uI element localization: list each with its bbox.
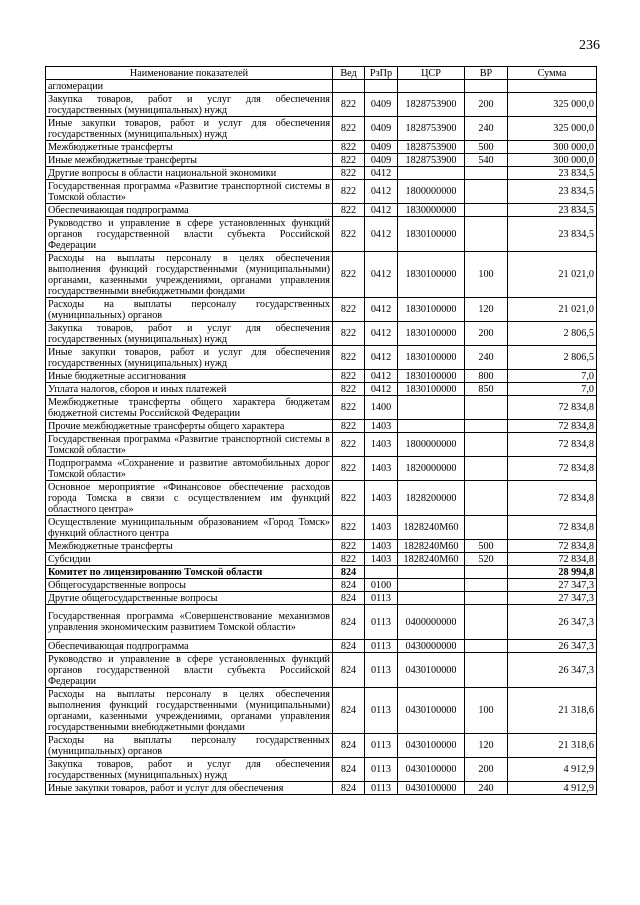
table-row [46,396,597,420]
row-sum-cell: 28 994,8 [508,566,597,579]
row-sum-cell: 72 834,8 [508,540,597,553]
row-vr-cell: 100 [465,252,508,298]
row-name-cell: Межбюджетные трансферты [46,141,333,154]
row-sum-cell: 4 912,9 [508,782,597,795]
table-row [46,322,597,346]
row-ved-cell [333,80,365,93]
row-csr-cell: 1828753900 [398,117,465,141]
row-rzpr-cell: 0412 [365,370,398,383]
table-row [46,80,597,93]
row-sum-cell: 72 834,8 [508,420,597,433]
row-csr-cell: 1828240М60 [398,553,465,566]
row-rzpr-cell: 0412 [365,217,398,252]
row-name-cell: Межбюджетные трансферты общего характера бюджетам бюджетной системы Российской Федерации [46,396,333,420]
row-rzpr-cell: 0113 [365,758,398,782]
row-rzpr-cell: 1403 [365,540,398,553]
row-rzpr-cell: 1403 [365,457,398,481]
row-csr-cell: 0430100000 [398,653,465,688]
row-name-cell: Государственная программа «Развитие транспортной системы в Томской области» [46,180,333,204]
row-ved-cell: 822 [333,93,365,117]
table-row [46,93,597,117]
table-row [46,553,597,566]
table-row [46,433,597,457]
row-csr-cell [398,396,465,420]
row-rzpr-cell: 0409 [365,154,398,167]
table-row [46,653,597,688]
table-row [46,758,597,782]
row-sum-cell: 72 834,8 [508,396,597,420]
row-rzpr-cell: 0412 [365,298,398,322]
table-row [46,117,597,141]
row-rzpr-cell: 0113 [365,734,398,758]
row-ved-cell: 822 [333,457,365,481]
row-vr-cell: 500 [465,141,508,154]
row-ved-cell: 822 [333,383,365,396]
row-rzpr-cell: 0100 [365,579,398,592]
table-row [46,540,597,553]
row-name-cell: Государственная программа «Совершенствование механизмов управления экономическим развитием Томской области» [46,605,333,640]
row-sum-cell: 23 834,5 [508,204,597,217]
row-sum-cell: 72 834,8 [508,457,597,481]
row-ved-cell: 822 [333,540,365,553]
table-row [46,420,597,433]
column-header-rzpr: РзПр [365,67,398,80]
row-sum-cell: 26 347,3 [508,653,597,688]
row-csr-cell: 1828200000 [398,481,465,516]
table-row [46,481,597,516]
row-vr-cell [465,180,508,204]
row-vr-cell [465,640,508,653]
row-ved-cell: 822 [333,217,365,252]
row-rzpr-cell: 0412 [365,322,398,346]
row-sum-cell: 4 912,9 [508,758,597,782]
row-vr-cell [465,167,508,180]
row-sum-cell: 325 000,0 [508,117,597,141]
row-vr-cell [465,516,508,540]
row-vr-cell [465,204,508,217]
table-row [46,141,597,154]
row-name-cell: Иные закупки товаров, работ и услуг для обеспечения государственных (муниципальных) нужд [46,117,333,141]
row-rzpr-cell: 0409 [365,141,398,154]
row-vr-cell [465,217,508,252]
row-vr-cell: 120 [465,298,508,322]
table-row [46,782,597,795]
row-vr-cell: 200 [465,758,508,782]
row-name-cell: Закупка товаров, работ и услуг для обеспечения государственных (муниципальных) нужд [46,758,333,782]
row-vr-cell: 800 [465,370,508,383]
row-rzpr-cell: 1403 [365,553,398,566]
row-csr-cell [398,420,465,433]
row-sum-cell: 27 347,3 [508,592,597,605]
row-ved-cell: 822 [333,553,365,566]
row-vr-cell [465,579,508,592]
row-name-cell: Иные закупки товаров, работ и услуг для обеспечения [46,782,333,795]
row-sum-cell: 23 834,5 [508,217,597,252]
row-csr-cell: 1830100000 [398,346,465,370]
row-sum-cell: 26 347,3 [508,640,597,653]
table-row [46,605,597,640]
row-name-cell: Руководство и управление в сфере установленных функций органов государственной власти субъекта Российской Федерации [46,217,333,252]
row-ved-cell: 822 [333,252,365,298]
row-sum-cell: 23 834,5 [508,180,597,204]
row-rzpr-cell: 1403 [365,481,398,516]
table-row [46,457,597,481]
row-csr-cell: 1800000000 [398,433,465,457]
row-rzpr-cell: 0113 [365,688,398,734]
row-vr-cell [465,80,508,93]
row-rzpr-cell: 0113 [365,592,398,605]
row-csr-cell: 1828753900 [398,93,465,117]
row-name-cell: Обеспечивающая подпрограмма [46,640,333,653]
table-row [46,516,597,540]
row-vr-cell: 100 [465,688,508,734]
row-ved-cell: 822 [333,346,365,370]
row-sum-cell: 325 000,0 [508,93,597,117]
row-csr-cell: 0430100000 [398,782,465,795]
row-rzpr-cell: 0113 [365,640,398,653]
row-sum-cell: 23 834,5 [508,167,597,180]
table-row [46,204,597,217]
row-ved-cell: 824 [333,782,365,795]
row-csr-cell: 0430100000 [398,688,465,734]
row-csr-cell: 1828240М60 [398,516,465,540]
row-ved-cell: 822 [333,180,365,204]
table-header-row [46,67,597,80]
row-sum-cell: 72 834,8 [508,481,597,516]
row-name-cell: Иные межбюджетные трансферты [46,154,333,167]
row-ved-cell: 822 [333,370,365,383]
table-row [46,154,597,167]
table-row [46,370,597,383]
row-vr-cell [465,433,508,457]
row-rzpr-cell: 0412 [365,167,398,180]
row-csr-cell: 1830100000 [398,322,465,346]
row-vr-cell: 120 [465,734,508,758]
row-ved-cell: 824 [333,734,365,758]
row-vr-cell: 500 [465,540,508,553]
row-name-cell: агломерации [46,80,333,93]
column-header-sum: Сумма [508,67,597,80]
row-sum-cell: 7,0 [508,383,597,396]
row-csr-cell: 1820000000 [398,457,465,481]
row-name-cell: Закупка товаров, работ и услуг для обеспечения государственных (муниципальных) нужд [46,322,333,346]
row-name-cell: Субсидии [46,553,333,566]
table-row [46,688,597,734]
row-name-cell: Уплата налогов, сборов и иных платежей [46,383,333,396]
row-csr-cell: 1830100000 [398,252,465,298]
row-name-cell: Подпрограмма «Сохранение и развитие автомобильных дорог Томской области» [46,457,333,481]
row-ved-cell: 822 [333,481,365,516]
table-row [46,579,597,592]
row-ved-cell: 822 [333,420,365,433]
row-name-cell: Расходы на выплаты персоналу в целях обеспечения выполнения функций государственными (муниципальными) органами, казенными учреждениями, органами управления государственными внебюджетными фондами [46,688,333,734]
column-header-name: Наименование показателей [46,67,333,80]
row-rzpr-cell: 0412 [365,204,398,217]
table-row [46,217,597,252]
row-ved-cell: 824 [333,758,365,782]
row-rzpr-cell: 1400 [365,396,398,420]
column-header-vr: ВР [465,67,508,80]
row-ved-cell: 822 [333,141,365,154]
table-row [46,180,597,204]
row-csr-cell: 1830100000 [398,383,465,396]
row-sum-cell [508,80,597,93]
row-vr-cell: 240 [465,346,508,370]
row-sum-cell: 72 834,8 [508,516,597,540]
row-sum-cell: 72 834,8 [508,433,597,457]
row-rzpr-cell [365,80,398,93]
row-vr-cell [465,457,508,481]
row-csr-cell: 1800000000 [398,180,465,204]
row-vr-cell: 200 [465,93,508,117]
row-name-cell: Иные закупки товаров, работ и услуг для обеспечения государственных (муниципальных) нужд [46,346,333,370]
row-rzpr-cell: 0113 [365,605,398,640]
row-vr-cell: 240 [465,117,508,141]
row-ved-cell: 822 [333,204,365,217]
row-sum-cell: 21 318,6 [508,688,597,734]
table-row [46,298,597,322]
row-csr-cell [398,566,465,579]
table-row [46,592,597,605]
row-name-cell: Межбюджетные трансферты [46,540,333,553]
row-csr-cell: 1828240М60 [398,540,465,553]
row-ved-cell: 824 [333,579,365,592]
row-name-cell: Другие общегосударственные вопросы [46,592,333,605]
row-ved-cell: 822 [333,516,365,540]
row-rzpr-cell: 0113 [365,653,398,688]
row-rzpr-cell: 0409 [365,117,398,141]
row-vr-cell [465,566,508,579]
row-ved-cell: 822 [333,117,365,141]
table-row [46,734,597,758]
row-csr-cell: 1828753900 [398,154,465,167]
row-vr-cell [465,396,508,420]
page-number: 236 [579,38,600,53]
row-rzpr-cell: 1403 [365,516,398,540]
row-vr-cell: 520 [465,553,508,566]
column-header-csr: ЦСР [398,67,465,80]
row-name-cell: Расходы на выплаты персоналу в целях обеспечения выполнения функций государственными (муниципальными) органами, казенными учреждениями, органами управления государственными внебюджетными фондами [46,252,333,298]
row-sum-cell: 27 347,3 [508,579,597,592]
row-ved-cell: 822 [333,322,365,346]
row-csr-cell: 1828753900 [398,141,465,154]
row-vr-cell [465,592,508,605]
row-name-cell: Основное мероприятие «Финансовое обеспечение расходов города Томска в связи с осуществлением им функций областного центра» [46,481,333,516]
row-rzpr-cell: 1403 [365,433,398,457]
row-name-cell: Иные бюджетные ассигнования [46,370,333,383]
row-vr-cell [465,420,508,433]
row-name-cell: Расходы на выплаты персоналу государственных (муниципальных) органов [46,734,333,758]
row-name-cell: Закупка товаров, работ и услуг для обеспечения государственных (муниципальных) нужд [46,93,333,117]
row-csr-cell: 1830100000 [398,217,465,252]
row-sum-cell: 2 806,5 [508,346,597,370]
row-csr-cell [398,579,465,592]
row-ved-cell: 822 [333,433,365,457]
row-csr-cell: 0430100000 [398,734,465,758]
row-csr-cell: 1830000000 [398,204,465,217]
table-row [46,167,597,180]
row-rzpr-cell: 1403 [365,420,398,433]
row-ved-cell: 822 [333,298,365,322]
row-name-cell: Осуществление муниципальным образованием «Город Томск» функций областного центра [46,516,333,540]
row-sum-cell: 72 834,8 [508,553,597,566]
table-row [46,566,597,579]
row-rzpr-cell [365,566,398,579]
row-name-cell: Комитет по лицензированию Томской области [46,566,333,579]
row-ved-cell: 824 [333,653,365,688]
row-sum-cell: 21 318,6 [508,734,597,758]
table-row [46,252,597,298]
row-vr-cell: 850 [465,383,508,396]
row-sum-cell: 300 000,0 [508,154,597,167]
row-csr-cell: 1830100000 [398,298,465,322]
row-sum-cell: 300 000,0 [508,141,597,154]
row-csr-cell: 0430100000 [398,758,465,782]
row-ved-cell: 822 [333,167,365,180]
row-sum-cell: 26 347,3 [508,605,597,640]
column-header-ved: Вед [333,67,365,80]
row-sum-cell: 21 021,0 [508,298,597,322]
row-ved-cell: 824 [333,640,365,653]
row-name-cell: Руководство и управление в сфере установленных функций органов государственной власти субъекта Российской Федерации [46,653,333,688]
table-body [46,80,597,795]
row-ved-cell: 824 [333,688,365,734]
row-name-cell: Обеспечивающая подпрограмма [46,204,333,217]
row-rzpr-cell: 0412 [365,346,398,370]
row-csr-cell: 0400000000 [398,605,465,640]
row-name-cell: Общегосударственные вопросы [46,579,333,592]
row-vr-cell [465,605,508,640]
table-row [46,640,597,653]
row-sum-cell: 7,0 [508,370,597,383]
row-csr-cell [398,167,465,180]
budget-table [45,66,597,795]
row-name-cell: Прочие межбюджетные трансферты общего характера [46,420,333,433]
row-sum-cell: 2 806,5 [508,322,597,346]
row-rzpr-cell: 0409 [365,93,398,117]
row-vr-cell: 540 [465,154,508,167]
row-ved-cell: 822 [333,154,365,167]
row-csr-cell: 1830100000 [398,370,465,383]
row-vr-cell [465,481,508,516]
row-rzpr-cell: 0412 [365,383,398,396]
row-ved-cell: 824 [333,566,365,579]
row-sum-cell: 21 021,0 [508,252,597,298]
row-vr-cell [465,653,508,688]
row-name-cell: Другие вопросы в области национальной экономики [46,167,333,180]
row-csr-cell: 0430000000 [398,640,465,653]
table-row [46,383,597,396]
row-name-cell: Государственная программа «Развитие транспортной системы в Томской области» [46,433,333,457]
row-vr-cell: 200 [465,322,508,346]
row-ved-cell: 822 [333,396,365,420]
row-rzpr-cell: 0412 [365,252,398,298]
row-rzpr-cell: 0113 [365,782,398,795]
row-csr-cell [398,592,465,605]
row-rzpr-cell: 0412 [365,180,398,204]
row-name-cell: Расходы на выплаты персоналу государственных (муниципальных) органов [46,298,333,322]
row-csr-cell [398,80,465,93]
row-ved-cell: 824 [333,592,365,605]
row-vr-cell: 240 [465,782,508,795]
table-row [46,346,597,370]
row-ved-cell: 824 [333,605,365,640]
